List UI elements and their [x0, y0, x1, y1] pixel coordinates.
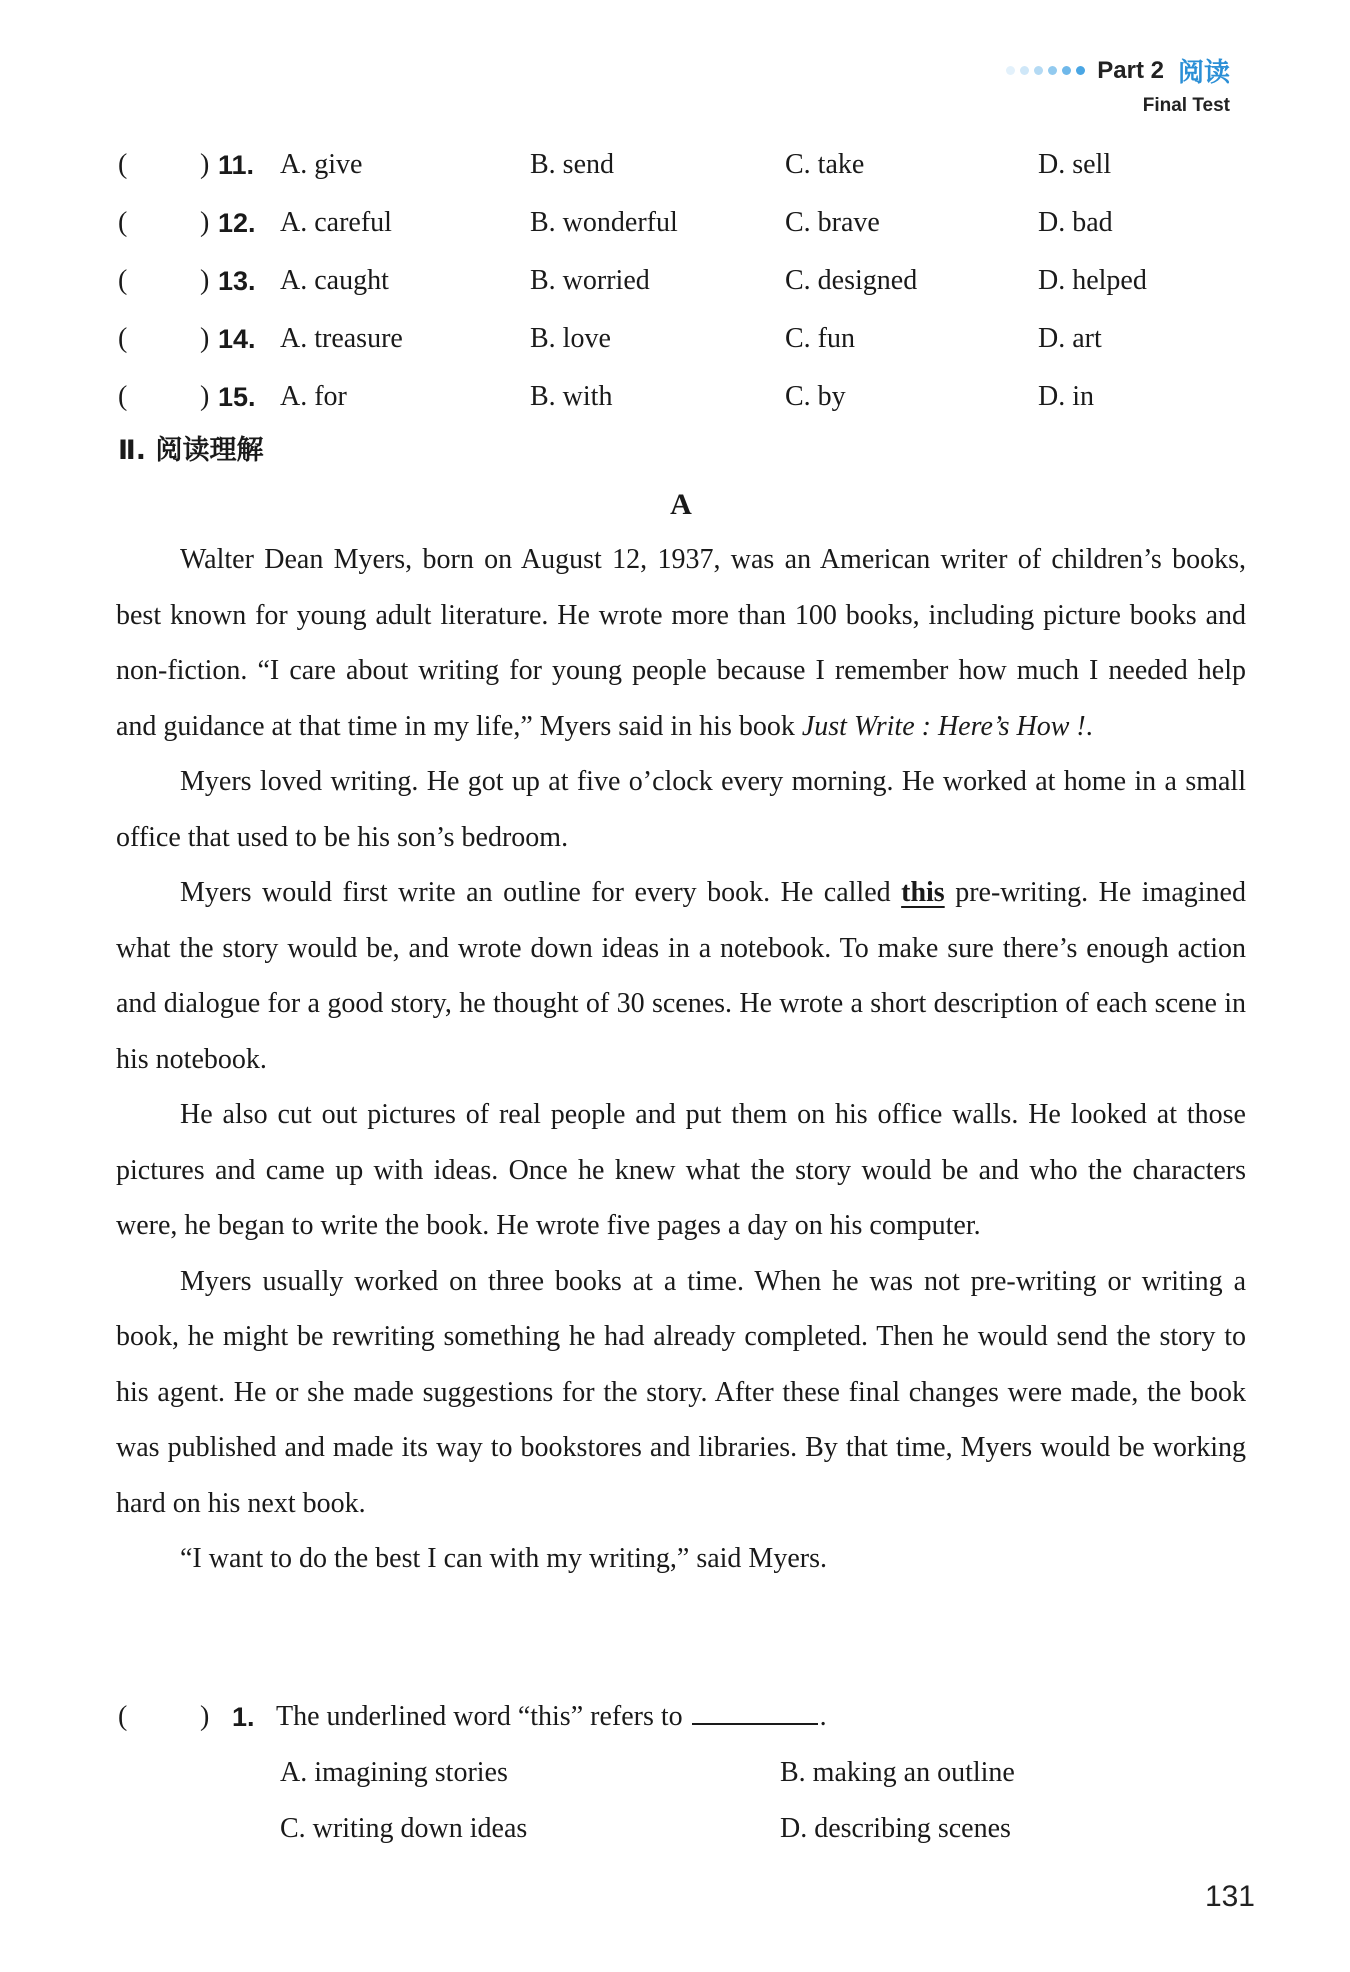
option-b: B. send — [530, 149, 614, 180]
option-b: B. wonderful — [530, 207, 678, 238]
answer-paren-right: ) — [200, 381, 210, 412]
option-d: D. art — [1038, 323, 1102, 354]
dot-icon — [1076, 66, 1085, 75]
question-number: 1. — [232, 1702, 255, 1732]
answer-blank — [692, 1693, 818, 1725]
answer-paren-right: ) — [200, 207, 210, 238]
option-c: C. take — [785, 149, 865, 180]
answer-paren-right: ) — [200, 265, 210, 296]
option-a: A. treasure — [280, 323, 403, 354]
paragraph-text: . — [1085, 710, 1093, 742]
answer-paren-left: ( — [118, 207, 128, 238]
answer-option-d: D. describing scenes — [780, 1813, 1011, 1844]
passage-letter: A — [670, 488, 692, 521]
option-c: C. by — [785, 381, 846, 412]
option-row — [118, 198, 1258, 256]
question-stem-row — [118, 1692, 1258, 1748]
stem-text: The underlined word “this” refers to — [276, 1701, 683, 1732]
option-row — [118, 256, 1258, 314]
question-number: 11. — [218, 150, 255, 180]
option-a: A. give — [280, 149, 363, 180]
answer-paren-left: ( — [118, 1701, 128, 1732]
page-number: 131 — [1204, 1880, 1255, 1913]
paragraph-text: Myers would first write an outline for every book. He called — [180, 877, 902, 908]
answer-paren-right: ) — [200, 1701, 210, 1732]
question-number: 12. — [218, 208, 256, 238]
passage-paragraph — [116, 865, 1246, 1087]
option-d: D. helped — [1038, 265, 1147, 296]
answer-paren-left: ( — [118, 381, 128, 412]
question-number: 14. — [218, 324, 256, 354]
option-a: A. caught — [280, 265, 389, 296]
question-stem — [276, 1692, 827, 1742]
option-b: B. with — [530, 381, 613, 412]
passage-paragraph: Myers usually worked on three books at a time. When he was not pre-writing or writing a book, he might be rewriting something he had already completed. Then he would send the story to his agent. He or she made suggestions for the story. After these final changes were made, the book was published and made its way to bookstores and libraries. By that time, Myers would be working hard on his next book. — [116, 1265, 1246, 1519]
option-d: D. bad — [1038, 207, 1113, 238]
answer-paren-left: ( — [118, 149, 128, 180]
reading-passage — [116, 532, 1246, 1587]
option-row — [118, 372, 1258, 430]
passage-paragraph: He also cut out pictures of real people and put them on his office walls. He looked at those pictures and came up with ideas. Once he knew what the story would be and who the characters were, he began to write the book. He wrote five pages a day on his computer. — [116, 1099, 1246, 1241]
answer-paren-left: ( — [118, 323, 128, 354]
answer-option-b: B. making an outline — [780, 1757, 1015, 1788]
dot-icon — [1048, 66, 1057, 75]
dot-icon — [1006, 66, 1015, 75]
cloze-options — [118, 140, 1258, 430]
question-1 — [118, 1692, 1258, 1860]
passage-paragraph: Myers loved writing. He got up at five o’clock every morning. He worked at home in a small office that used to be his son’s bedroom. — [116, 766, 1246, 853]
header-subtitle: Final Test — [1142, 95, 1230, 116]
passage-paragraph: “I want to do the best I can with my writing,” said Myers. — [180, 1543, 827, 1574]
option-b: B. love — [530, 323, 611, 354]
answer-paren-right: ) — [200, 323, 210, 354]
answer-option-c: C. writing down ideas — [280, 1813, 528, 1844]
option-c: C. designed — [785, 265, 918, 296]
part-label: Part 2 — [1097, 56, 1164, 84]
dot-icon — [1062, 66, 1071, 75]
book-title: Just Write : Here’s How ! — [801, 710, 1086, 742]
option-row — [118, 140, 1258, 198]
option-a: A. careful — [280, 207, 392, 238]
question-number: 13. — [218, 266, 256, 296]
underlined-word: this — [901, 877, 945, 908]
page-header — [1006, 52, 1230, 117]
dot-icon — [1034, 66, 1043, 75]
answer-option-a: A. imagining stories — [280, 1757, 508, 1788]
section-heading: Ⅱ. 阅读理解 — [118, 435, 264, 466]
decorative-dots — [1006, 66, 1085, 75]
option-d: D. in — [1038, 381, 1094, 412]
answer-row — [118, 1748, 1258, 1804]
option-b: B. worried — [530, 265, 650, 296]
option-c: C. fun — [785, 323, 855, 354]
passage-paragraph — [116, 532, 1246, 754]
paragraph-text: Walter Dean Myers, born on August 12, 1937, was an American writer of children’s books, best known for young adult literature. He wrote more than 100 books, including picture books and non-fiction. “I care about writing for young people because I remember how much I needed help and guidance at that time in my life,” Myers said in his book — [116, 544, 1246, 742]
option-row — [118, 314, 1258, 372]
answer-paren-left: ( — [118, 265, 128, 296]
question-number: 15. — [218, 382, 256, 412]
answer-paren-right: ) — [200, 149, 210, 180]
part-chinese-label: 阅读 — [1177, 58, 1230, 88]
header-top — [1006, 52, 1230, 89]
dot-icon — [1020, 66, 1029, 75]
paragraph-text: pre-writing. He imagined what the story would be, and wrote down ideas in a notebook. To make sure there’s enough action and dialogue for a good story, he thought of 30 scenes. He wrote a short description of each scene in his notebook. — [116, 877, 1246, 1075]
stem-end: . — [819, 1701, 827, 1732]
option-c: C. brave — [785, 207, 880, 238]
option-d: D. sell — [1038, 149, 1112, 180]
answer-row — [118, 1804, 1258, 1860]
option-a: A. for — [280, 381, 347, 412]
